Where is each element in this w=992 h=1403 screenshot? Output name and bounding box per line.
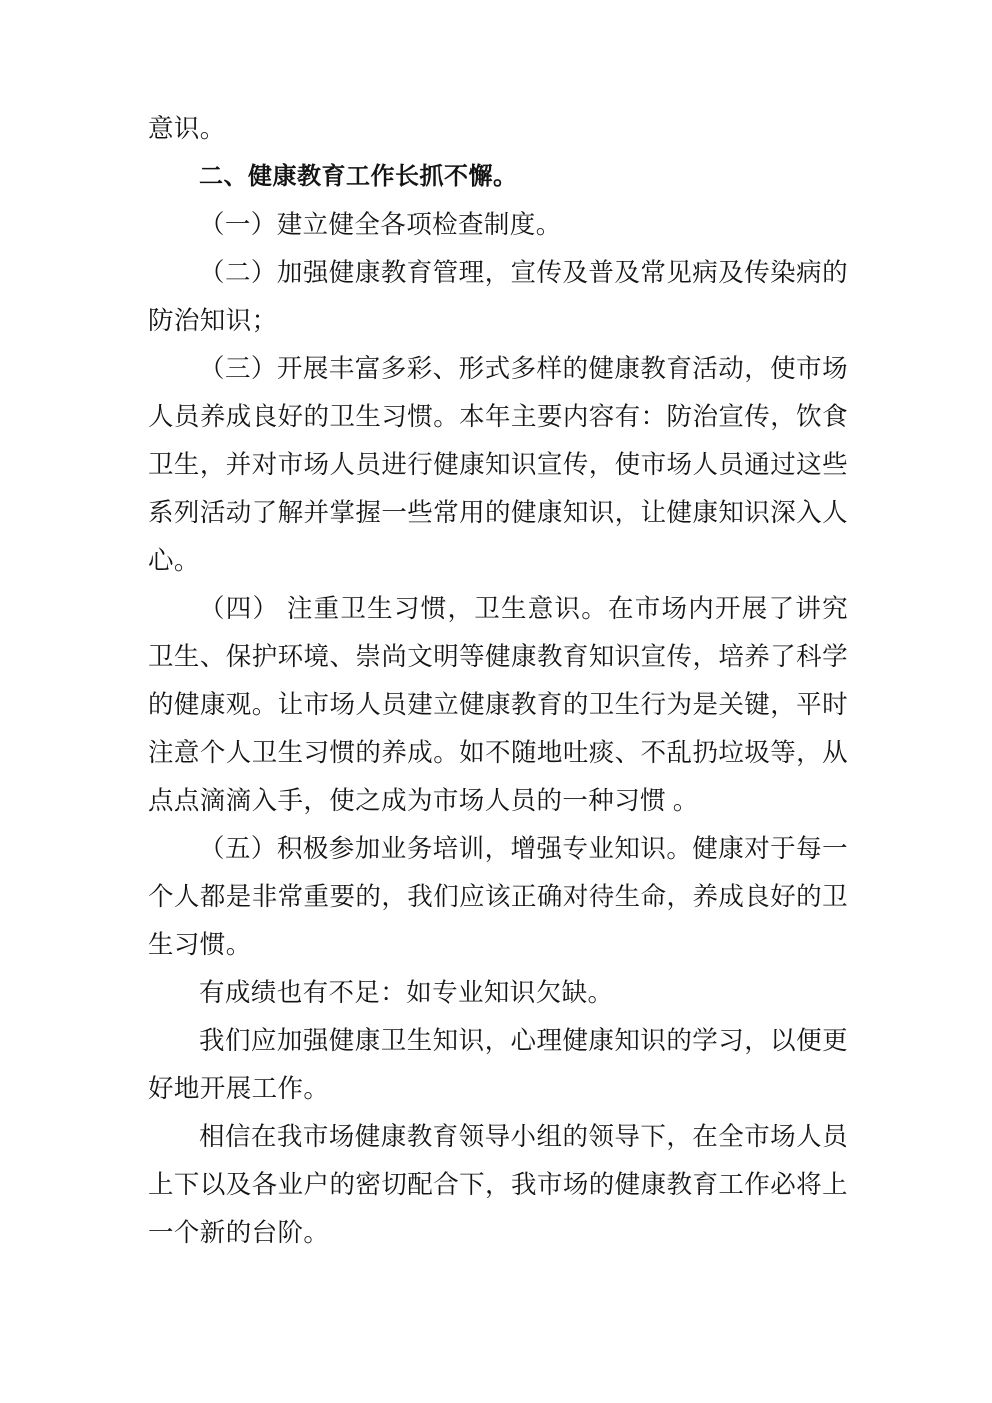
paragraph-item-3: （三）开展丰富多彩、形式多样的健康教育活动，使市场人员养成良好的卫生习惯。本年主要内容有：防治宣传，饮食卫生，并对市场人员进行健康知识宣传，使市场人员通过这些系列活动了解并掌握一些常用的健康知识，让健康知识深入人心。 — [148, 354, 848, 575]
section-heading-two: 二、健康教育工作长抓不懈。 — [199, 163, 518, 190]
document-body — [148, 105, 848, 1257]
paragraph-item-5: （五）积极参加业务培训，增强专业知识。健康对于每一个人都是非常重要的，我们应该正确对待生命，养成良好的卫生习惯。 — [148, 834, 848, 959]
paragraph-closing: 相信在我市场健康教育领导小组的领导下，在全市场人员上下以及各业户的密切配合下，我市场的健康教育工作必将上一个新的台阶。 — [148, 1122, 848, 1247]
paragraph-item-4: （四） 注重卫生习惯，卫生意识。在市场内开展了讲究卫生、保护环境、崇尚文明等健康教育知识宣传，培养了科学的健康观。让市场人员建立健康教育的卫生行为是关键，平时注意个人卫生习惯的养成。如不随地吐痰、不乱扔垃圾等，从点点滴滴入手，使之成为市场人员的一种习惯 。 — [148, 594, 848, 815]
paragraph-shortcomings: 有成绩也有不足：如专业知识欠缺。 — [199, 978, 614, 1007]
paragraph-continuation: 意识。 — [148, 114, 226, 143]
paragraph-improvement: 我们应加强健康卫生知识，心理健康知识的学习，以便更好地开展工作。 — [148, 1026, 848, 1103]
paragraph-item-1: （一）建立健全各项检查制度。 — [199, 210, 562, 239]
paragraph-item-2: （二）加强健康教育管理，宣传及普及常见病及传染病的防治知识； — [148, 258, 848, 335]
